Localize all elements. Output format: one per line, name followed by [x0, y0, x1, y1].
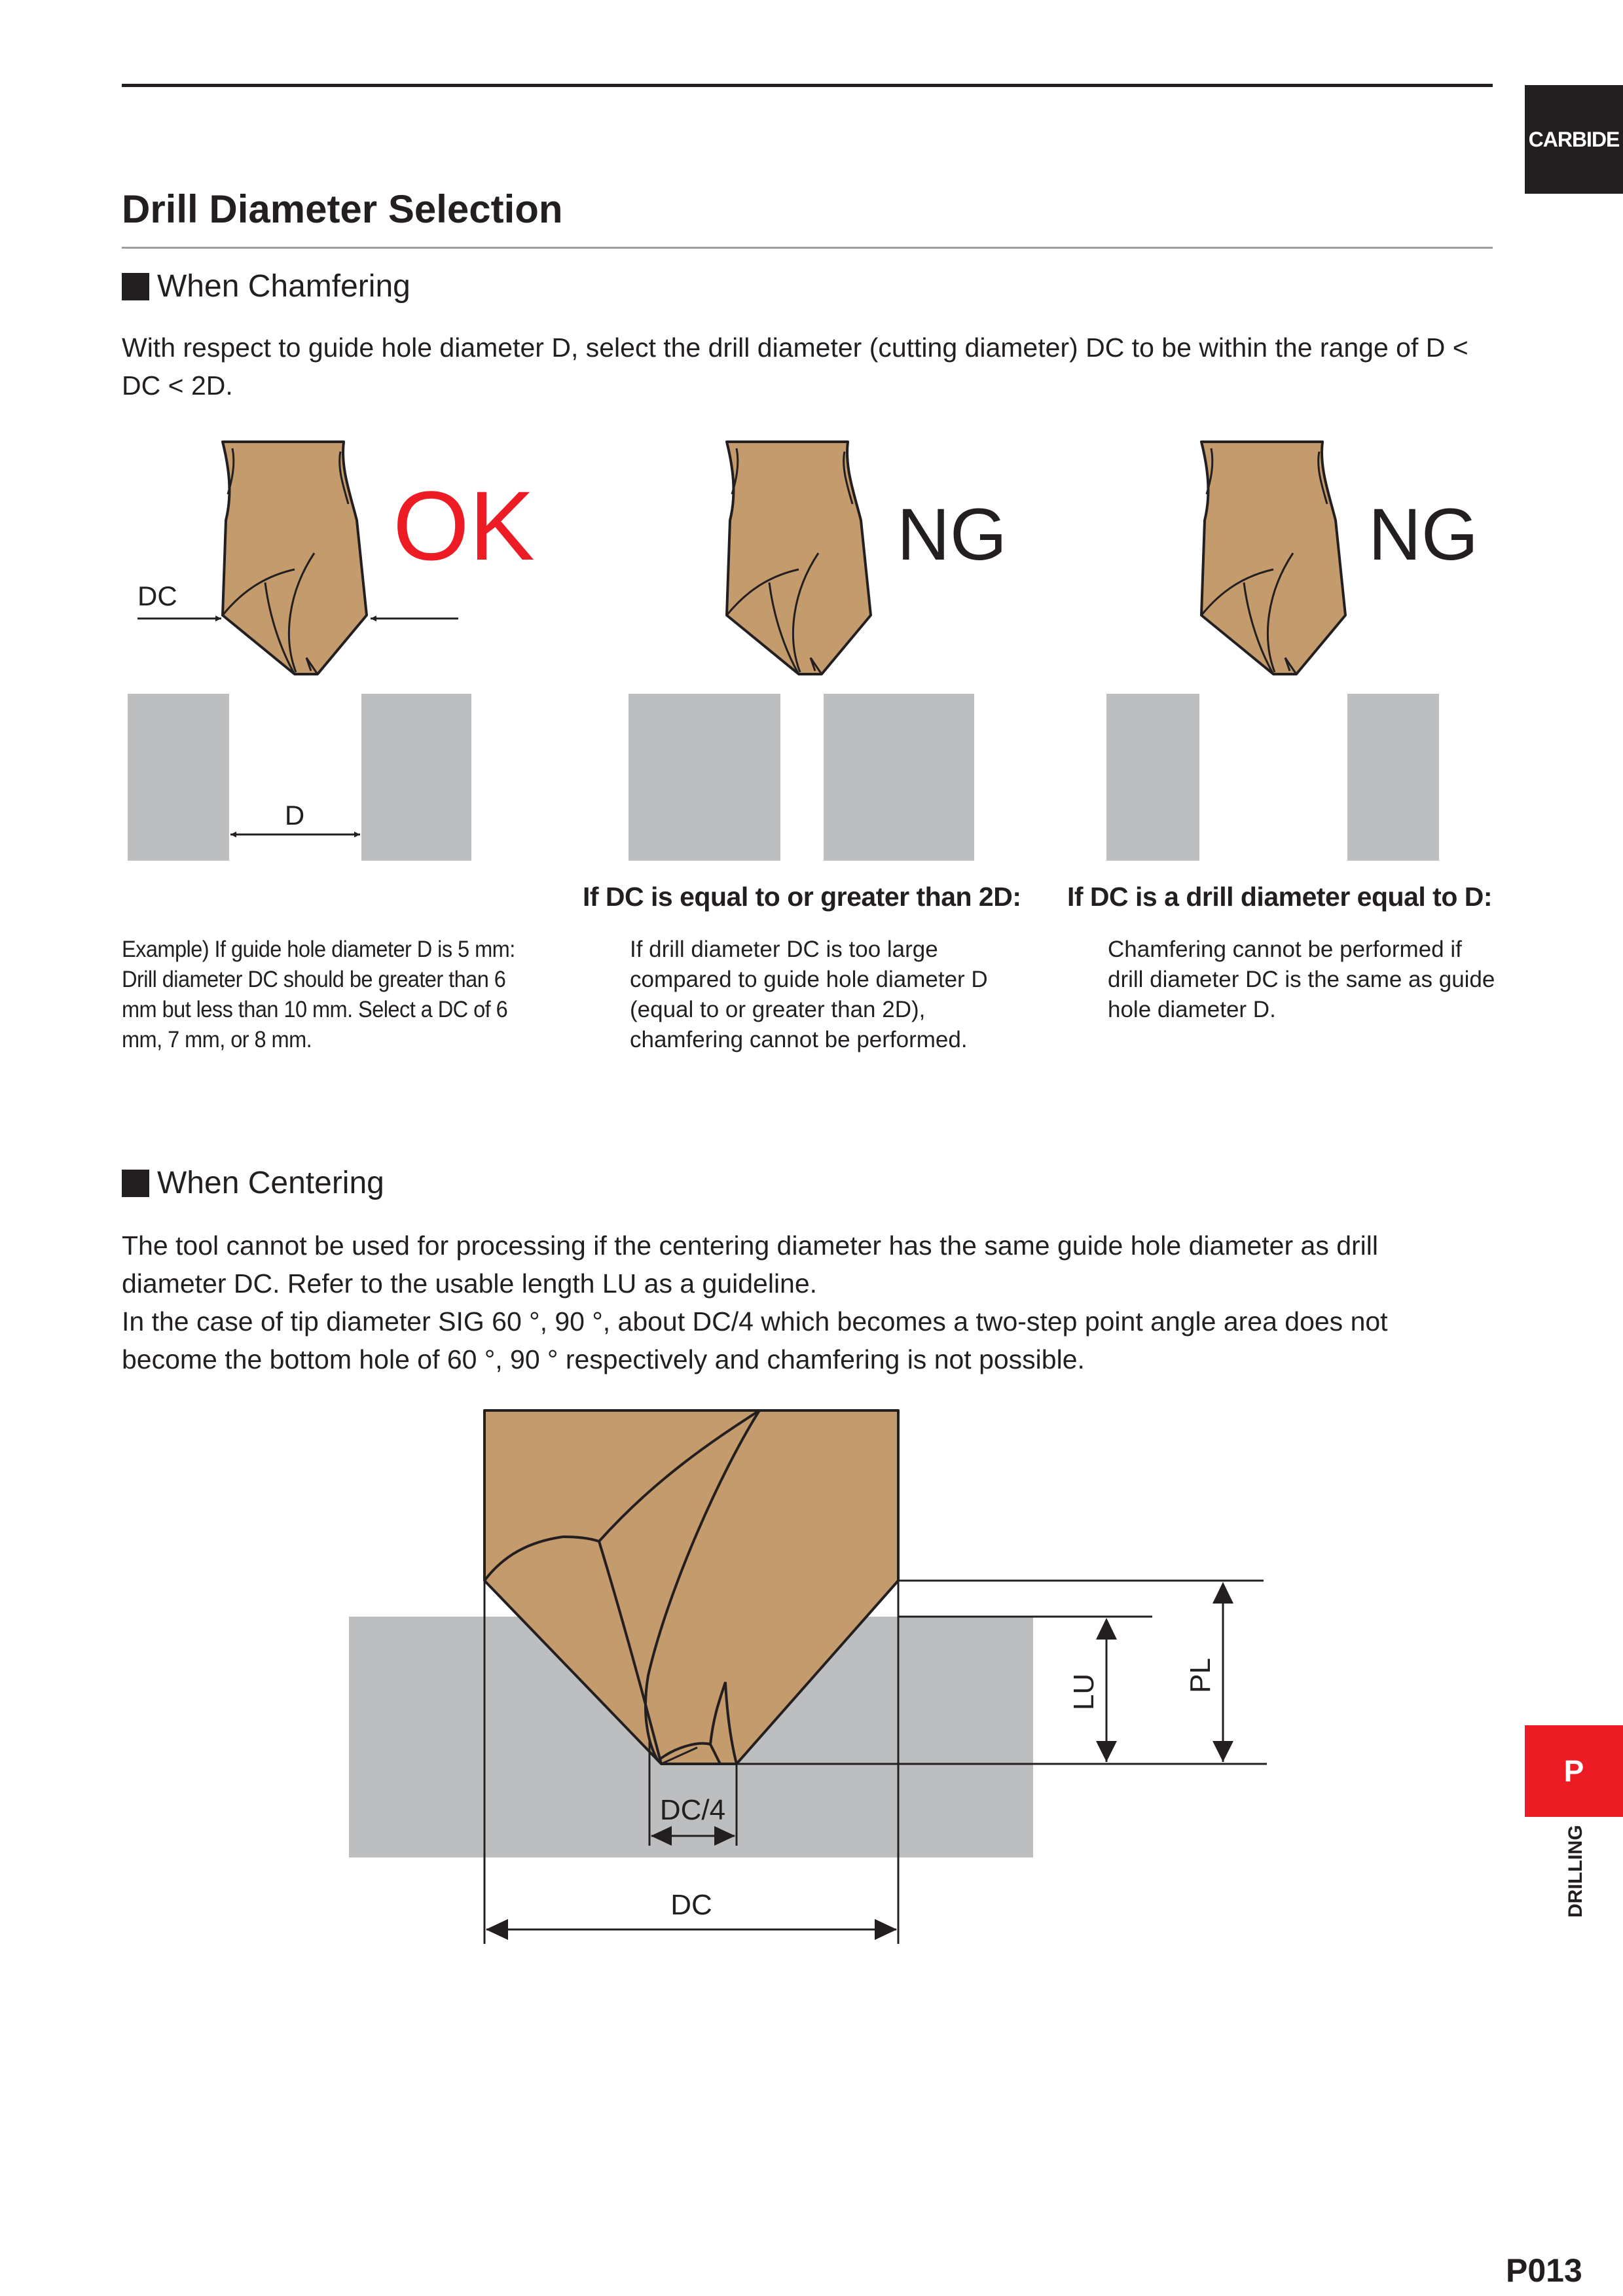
chamfering-intro: With respect to guide hole diameter D, select the drill diameter (cutting diameter) DC to be within the range of D < DC < 2D. [122, 332, 1468, 401]
drill-ng-equal [1201, 442, 1345, 674]
workpiece-block [1347, 694, 1439, 861]
bullet-square-icon [122, 1170, 149, 1197]
caption-title-ng-equal: If DC is a drill diameter equal to D: [1067, 882, 1493, 912]
verdict-ng: NG [1368, 493, 1478, 575]
dim-dc4-label: DC/4 [659, 1794, 726, 1826]
workpiece-block [128, 694, 229, 861]
workpiece-block [361, 694, 471, 861]
workpiece-block [629, 694, 780, 861]
verdict-ng: NG [897, 493, 1007, 575]
centering-diagram [0, 1374, 1375, 1964]
dim-pl-label: PL [1184, 1658, 1216, 1693]
dim-dc-label: DC [670, 1889, 712, 1921]
dim-lu-label: LU [1068, 1673, 1100, 1711]
tab-carbide[interactable]: CARBIDE [1525, 85, 1623, 194]
workpiece-block [824, 694, 974, 861]
drill-ok [223, 442, 367, 674]
verdict-ok: OK [393, 471, 535, 581]
dim-dc-label: DC [137, 581, 177, 611]
centering-heading [122, 1165, 384, 1201]
caption-title-ng-large: If DC is equal to or greater than 2D: [583, 882, 1021, 912]
caption-ok: Example) If guide hole diameter D is 5 mm: Drill diameter DC should be greater than 6 mm but less than 10 mm. Select a DC of 6 mm, 7 mm, or 8 mm. [122, 937, 515, 1052]
caption-ng-large: If drill diameter DC is too large compared to guide hole diameter D (equal to or greater than 2D), chamfering cannot be performed. [630, 937, 988, 1052]
page-title: Drill Diameter Selection [122, 187, 563, 231]
side-label-drilling: DRILLING [1565, 1825, 1586, 1918]
centering-text-1: The tool cannot be used for processing if the centering diameter has the same guide hole diameter as drill diameter DC. Refer to the usable length LU as a guideline. [122, 1230, 1378, 1299]
drill-ng-large [727, 442, 871, 674]
centering-text-2: In the case of tip diameter SIG 60 °, 90 °, about DC/4 which becomes a two-step point angle area does not become the bottom hole of 60 °, 90 ° respectively and chamfering is not possible. [122, 1306, 1388, 1374]
chamfering-heading-text: When Chamfering [157, 269, 410, 304]
workpiece-block [1106, 694, 1199, 861]
caption-ng-equal: Chamfering cannot be performed if drill diameter DC is the same as guide hole diameter D. [1108, 937, 1495, 1022]
page-number: P013 [1506, 2252, 1582, 2289]
tab-p[interactable]: P [1525, 1725, 1623, 1817]
dim-d-label: D [284, 800, 305, 831]
centering-heading-text: When Centering [157, 1166, 384, 1200]
